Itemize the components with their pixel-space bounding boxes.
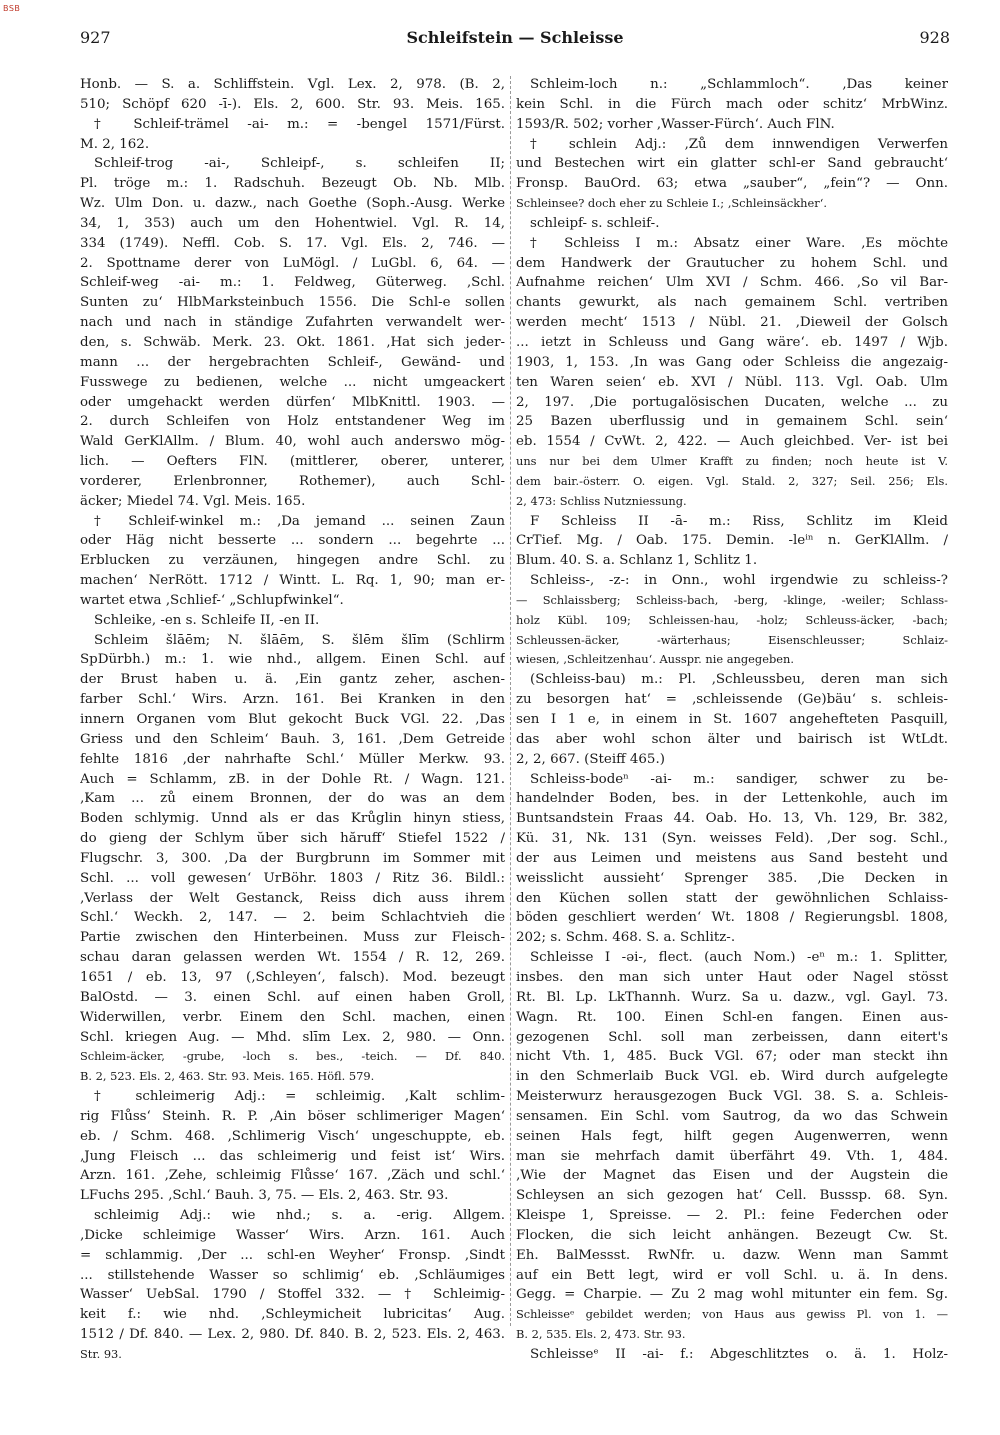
text-line: (Schleiss-bau) m.: Pl. ‚Schleussbeu, deren man sich xyxy=(530,672,948,688)
text-line: Fronsp. BauOrd. 63; etwa „sauber“, „fein“? — Onn. xyxy=(516,176,948,192)
text-line: 2. Spottname derer von LuMögl. / LuGbl. 6, 64. — xyxy=(80,255,505,271)
text-line: der aus Leimen und meistens aus Sand besteht und xyxy=(516,850,948,866)
text-line: Gegg. = Charpie. — Zu 2 mag wohl mitunter ein fem. Sg. xyxy=(516,1287,948,1303)
text-line: den Küchen sollen statt der gewöhnlichen Schlaiss- xyxy=(516,890,948,906)
text-line: 202; s. Schm. 468. S. a. Schlitz-. xyxy=(516,930,736,946)
text-line: eb. / Schm. 468. ‚Schlimerig Visch‘ ungeschuppte, eb. xyxy=(80,1128,505,1144)
text-line: Rt. Bl. Lp. LkThannh. Wurz. Sa u. dazw., vgl. Gayl. 73. xyxy=(516,989,948,1005)
text-line: ... ietzt in Schleuss und Gang wäre‘. eb. 1497 / Wjb. xyxy=(516,334,948,350)
text-line: farber Schl.‘ Wirs. Arzn. 161. Bei Kranken in den xyxy=(80,692,505,708)
text-line: äcker; Miedel 74. Vgl. Meis. 165. xyxy=(80,493,306,509)
text-line: chants gewurkt, als nach gemainem Schl. vertriben xyxy=(516,295,948,311)
text-line: Flocken, die sich leicht anhängen. Bezeugt Cw. St. xyxy=(516,1227,948,1243)
text-line: werden mecht‘ 1513 / Nübl. 21. ‚Dieweil der Golsch xyxy=(516,315,948,331)
text-line: innern Organen vom Blut gekocht Buck VGl. 22. ‚Das xyxy=(80,712,505,727)
text-line: BalOstd. — 3. einen Schl. auf einen haben Groll, xyxy=(80,989,505,1005)
text-line: vorderer, Erlenbronner, Rothemer), auch Schl- xyxy=(80,473,505,489)
text-line: 2, 197. ‚Die portugalösischen Ducaten, welche ... zu xyxy=(516,394,948,410)
text-line: Griess und den Schleim‘ Bauh. 3, 161. ‚Dem Getreide xyxy=(80,731,505,747)
text-line: Pl. tröge m.: 1. Radschuh. Bezeugt Ob. Nb. Mlb. xyxy=(80,176,505,192)
running-title: Schleifstein — Schleisse xyxy=(406,28,624,47)
text-line: Schleif-weg -ai- m.: 1. Feldweg, Güterweg. ‚Schl. xyxy=(80,275,505,291)
text-line: Kü. 31, Nk. 131 (Syn. weisses Feld). ‚Der sog. Schl., xyxy=(516,831,948,847)
text-line: Flugschr. 3, 300. ‚Da der Burgbrunn im Sommer mit xyxy=(80,850,505,866)
text-line: Schleisse I -əi-, flect. (auch Nom.) -eⁿ m.: 1. Splitter, xyxy=(530,950,948,966)
text-line: schleimig Adj.: wie nhd.; s. a. -erig. Allgem. xyxy=(94,1208,505,1224)
text-line: Erblucken zu verzäunen, hingegen andre Schl. zu xyxy=(80,553,505,569)
text-line: nicht Vth. 1, 485. Buck VGl. 67; oder man steckt ihn xyxy=(516,1049,948,1065)
text-line: rig Flůss‘ Steinh. R. P. ‚Ain böser schlimeriger Magen‘ xyxy=(80,1108,505,1124)
text-line: Schleiss-bodeⁿ -ai- m.: sandiger, schwer zu be- xyxy=(530,771,948,787)
text-line: Schleinsee? doch eher zu Schleie I.; ‚Schleinsäckher‘. xyxy=(516,196,827,211)
text-line: SpDürbh.) m.: 1. wie nhd., allgem. Einen Schl. auf xyxy=(80,652,505,668)
text-line: fehlte 1816 ‚der nahrhafte Schl.‘ Müller Merkw. 93. xyxy=(80,751,505,767)
text-line: Honb. — S. a. Schliffstein. Vgl. Lex. 2, 978. (B. 2, xyxy=(80,77,505,92)
text-line: dem Handwerk der Grautucher zu hohem Schl. und xyxy=(516,255,948,271)
text-line: ‚Jung Fleisch ... das schleimerig und feist ist‘ Wirs. xyxy=(80,1148,505,1164)
text-line: weisslicht aussieht‘ Sprenger 385. ‚Die Decken in xyxy=(516,870,948,886)
text-line: M. 2, 162. xyxy=(80,136,150,152)
text-line: Wald GerKlAllm. / Blum. 40, wohl auch anderswo mög- xyxy=(80,434,505,450)
text-line: 2, 473: Schliss Nutzniessung. xyxy=(516,493,687,508)
text-line: sensamen. Ein Schl. vom Sautrog, da wo das Schwein xyxy=(516,1108,948,1124)
text-line: dem bair.-österr. O. eigen. Vgl. Stald. 2, 327; Seil. 256; Els. xyxy=(516,473,948,488)
text-line: eb. 1554 / CvWt. 2, 422. — Auch gleichbed. Ver- ist bei xyxy=(516,434,948,450)
text-line: Meisterwurz herausgezogen Buck VGl. 38. S. a. Schleis- xyxy=(516,1089,948,1105)
text-line: lich. — Oefters FlN. (mittlerer, oberer, unterer, xyxy=(80,454,505,470)
text-line: 334 (1749). Neffl. Cob. S. 17. Vgl. Els. 2, 746. — xyxy=(80,235,505,251)
text-line: uns nur bei dem Ulmer Krafft zu finden; noch heute ist V. xyxy=(516,454,948,469)
column-divider xyxy=(510,76,511,1326)
text-line: Schleiss-, -z-: in Onn., wohl irgendwie zu schleiss-? xyxy=(530,573,948,589)
text-line: Boden schlymig. Unnd als er das Krůglin hinyn stiess, xyxy=(80,811,505,827)
text-line: † schleimerig Adj.: = schleimig. ‚Kalt schlim- xyxy=(94,1089,505,1105)
text-line: ten Waren seien‘ eb. XVI / Nübl. 113. Vgl. Oab. Ulm xyxy=(516,374,948,390)
text-line: 1512 / Df. 840. — Lex. 2, 980. Df. 840. B. 2, 523. Els. 2, 463. xyxy=(80,1327,505,1343)
text-line: gezogenen Schl. soll man zerbeissen, dann eitert's xyxy=(516,1029,948,1045)
text-line: Schleike, -en s. Schleife II, -en II. xyxy=(94,612,320,628)
text-line: nach und nach in ständige Zufahrten verwandelt wer- xyxy=(80,315,505,331)
text-line: ‚Kam ... zů einem Bronnen, der do was an dem xyxy=(80,791,505,807)
text-line: in den Schmerlaib Buck VGl. eb. Wird durch aufgelegte xyxy=(516,1069,948,1085)
text-line: den, s. Schwäb. Merk. 23. Okt. 1861. ‚Hat sich jeder- xyxy=(80,334,505,350)
text-line: Buntsandstein Fraas 44. Oab. Ho. 13, Vh. 129, Br. 382, xyxy=(516,811,948,827)
text-line: F Schleiss II -ā- m.: Riss, Schlitz im Kleid xyxy=(530,513,948,529)
page-header xyxy=(80,28,950,52)
text-line: 1651 / eb. 13, 97 (‚Schleyen‘, falsch). Mod. bezeugt xyxy=(80,969,505,985)
text-line: Wasser‘ UebSal. 1790 / Stoffel 332. — † Schleimig- xyxy=(80,1287,505,1303)
text-line: Str. 93. xyxy=(80,1347,122,1361)
text-line: insbes. den man sich unter Haut oder Nagel stösst xyxy=(516,969,948,985)
text-line: wiesen, ‚Schleitzenhau‘. Ausspr. nie angegeben. xyxy=(516,652,794,667)
text-line: man sie mehrfach damit überfährt 49. Vth. 1, 484. xyxy=(516,1148,948,1164)
text-line: Eh. BalMessst. RwNfr. u. dazw. Wenn man Sammt xyxy=(516,1247,948,1263)
text-line: B. 2, 535. Els. 2, 473. Str. 93. xyxy=(516,1327,686,1342)
text-line: Widerwillen, verbr. Einem den Schl. machen, einen xyxy=(80,1009,505,1025)
text-line: LFuchs 295. ‚Schl.‘ Bauh. 3, 75. — Els. 2, 463. Str. 93. xyxy=(80,1188,449,1204)
text-line: 1593/R. 502; vorher ‚Wasser-Fürch‘. Auch FlN. xyxy=(516,116,835,132)
text-line: 1903, 1, 153. ‚In was Gang oder Schleiss die angezaig- xyxy=(516,354,948,370)
text-line: 510; Schöpf 620 -ī-). Els. 2, 600. Str. 93. Meis. 165. xyxy=(80,96,505,112)
text-line: kein Schl. in die Fürch mach oder schitz‘ MrbWinz. xyxy=(516,96,948,112)
text-line: Auch = Schlamm, zB. in der Dohle Rt. / Wagn. 121. xyxy=(80,771,505,787)
text-line: Schleussen-äcker, -wärterhaus; Eisenschleusser; Schlaiz- xyxy=(516,632,948,647)
text-line: oder Häg nicht besserte ... sondern ... begehrte ... xyxy=(80,533,505,549)
library-stamp: BSB xyxy=(3,4,21,13)
text-line: ‚Dicke schleimige Wasser‘ Wirs. Arzn. 161. Auch xyxy=(80,1227,505,1243)
text-line: Blum. 40. S. a. Schlanz 1, Schlitz 1. xyxy=(516,553,758,569)
text-line: Schl. kriegen Aug. — Mhd. slīm Lex. 2, 980. — Onn. xyxy=(80,1029,505,1045)
text-line: 2, 2, 667. (Steiff 465.) xyxy=(516,751,665,767)
text-line: oder umgehackt werden dürfen‘ MlbKnittl. 1903. — xyxy=(80,394,505,410)
text-line: schleipf- s. schleif-. xyxy=(530,215,660,231)
text-line: ... stillstehende Wasser so schlimig‘ eb. ‚Schläumiges xyxy=(80,1267,505,1283)
text-line: mann ... der hergebrachten Schleif-, Gewänd- und xyxy=(80,354,505,370)
text-line: handelnder Boden, bes. in der Lettenkohle, auch im xyxy=(516,791,948,807)
text-line: Arzn. 161. ‚Zehe, schleimig Flůsse‘ 167. ‚Zäch und schl.‘ xyxy=(80,1168,505,1184)
text-line: Partie zwischen den Hinterbeinen. Muss zur Fleisch- xyxy=(80,930,505,946)
text-line: — Schlaissberg; Schleiss-bach, -berg, -klinge, -weiler; Schlass- xyxy=(516,592,948,607)
text-line: Fusswege zu bedienen, welche ... nicht umgeackert xyxy=(80,374,505,390)
text-line: 25 Bazen uberflussig und in gemainem Schl. sein‘ xyxy=(516,414,948,430)
text-line: Schleim-äcker, -grube, -loch s. bes., -teich. — Df. 840. xyxy=(80,1049,505,1064)
text-line: der Brust haben u. ä. ‚Ein gantz zeher, aschen- xyxy=(80,672,505,688)
text-line: B. 2, 523. Els. 2, 463. Str. 93. Meis. 165. Höfl. 579. xyxy=(80,1069,375,1084)
text-line: Kleispe 1, Spreisse. — 2. Pl.: feine Federchen oder xyxy=(516,1208,948,1224)
text-line: Sunten zu‘ HlbMarksteinbuch 1556. Die Schl-e sollen xyxy=(80,295,505,311)
text-line: † Schleif-trämel -ai- m.: = -bengel 1571/Fürst. xyxy=(94,116,505,132)
text-line: † Schleiss I m.: Absatz einer Ware. ‚Es möchte xyxy=(530,235,948,251)
text-line: † Schleif-winkel m.: ‚Da jemand ... seinen Zaun xyxy=(94,513,505,529)
text-line: keit f.: wie nhd. ‚Schleymicheit lubricitas‘ Aug. xyxy=(80,1307,505,1323)
text-line: Aufnahme reichen‘ Ulm XVI / Schm. 466. ‚So vil Bar- xyxy=(516,275,948,291)
right-page-number: 928 xyxy=(919,28,950,47)
text-line: seinen Hals fegt, hilft gegen Augenwerren, wenn xyxy=(516,1128,948,1144)
text-line: holz Kübl. 109; Schleissen-hau, -holz; Schleuss-äcker, -bach; xyxy=(516,612,948,627)
text-line: zu besorgen hat‘ = ‚schleissende (Ge)bäu‘ s. schleis- xyxy=(516,692,948,708)
text-line: 2. durch Schleifen von Holz entstandener Weg im xyxy=(80,414,505,430)
text-line: CrTief. Mg. / Oab. 175. Demin. -leⁱⁿ n. GerKlAllm. / xyxy=(516,533,948,549)
text-line: böden geschliert werden‘ Wt. 1808 / Regierungsbl. 1808, xyxy=(516,910,948,926)
text-line: do gieng der Schlym ŭber sich hăruff‘ Stiefel 1522 / xyxy=(80,831,505,847)
text-line: ‚Verlass der Welt Gestanck, Reiss dich auss ihrem xyxy=(80,890,505,906)
left-page-number: 927 xyxy=(80,28,111,47)
text-line: 34, 1, 353) auch um den Hohentwiel. Vgl. R. 14, xyxy=(80,215,505,231)
text-line: Wagn. Rt. 100. Einen Schl-en fangen. Einen aus- xyxy=(516,1009,948,1025)
text-line: Schleim-loch n.: „Schlammloch“. ‚Das keiner xyxy=(530,77,948,92)
text-line: und Bestechen wirt ein glatter schl-er Sand gebraucht‘ xyxy=(516,156,948,172)
text-line: Schleisseᵉ II -ai- f.: Abgeschlitztes o. ä. 1. Holz- xyxy=(530,1347,948,1362)
text-line: = schlammig. ‚Der ... schl-en Weyher‘ Fronsp. ‚Sindt xyxy=(80,1247,505,1263)
right-column xyxy=(516,75,948,1365)
text-line: Schl.‘ Weckh. 2, 147. — 2. beim Schlachtvieh die xyxy=(80,910,505,926)
text-line: das aber wohl schon älter und bairisch ist WtLdt. xyxy=(516,731,948,747)
text-line: Schleisseᵉ gebildet werden; von Haus aus gewiss Pl. von 1. — xyxy=(516,1307,948,1322)
text-line: wartet etwa ‚Schlief-‘ „Schlupfwinkel“. xyxy=(80,592,344,608)
text-line: † schlein Adj.: ‚Zů dem innwendigen Verwerfen xyxy=(530,136,948,152)
text-line: machen‘ NerRött. 1712 / Wintt. L. Rq. 1, 90; man er- xyxy=(80,573,505,589)
left-column xyxy=(80,75,505,1365)
text-line: auf ein Bett legt, wird er voll Schl. u. ä. In dens. xyxy=(516,1267,948,1283)
text-line: sen I 1 e, in einem in St. 1607 angehefteten Pasquill, xyxy=(516,712,948,727)
text-line: Schl. ... voll gewesen‘ UrBöhr. 1803 / Ritz 36. Bildl.: xyxy=(80,870,505,886)
text-line: ‚Wie der Magnet das Eisen und der Augstein die xyxy=(516,1168,948,1184)
text-line: schau daran gelassen werden Wt. 1554 / R. 12, 269. xyxy=(80,950,505,966)
text-line: Wz. Ulm Don. u. dazw., nach Goethe (Soph.-Ausg. Werke xyxy=(80,196,505,212)
text-line: Schleif-trog -ai-, Schleipf-, s. schleifen II; xyxy=(94,156,505,172)
text-line: Schleim šlāēm; N. šlāēm, S. šlēm šlīm (Schlirm xyxy=(94,632,505,648)
text-line: Schleysen an sich gezogen hat‘ Cell. Busssp. 68. Syn. xyxy=(516,1188,948,1204)
